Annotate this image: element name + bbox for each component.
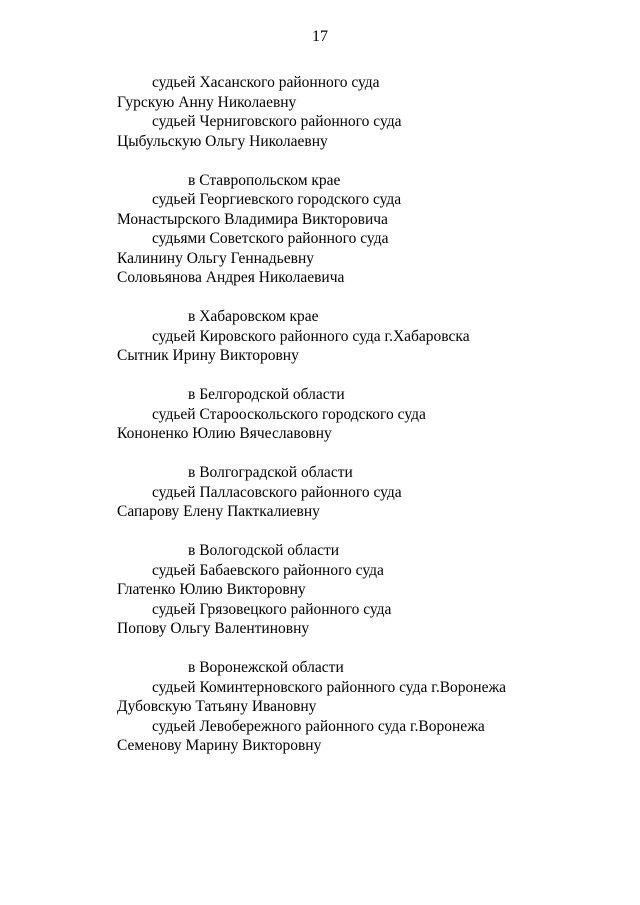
person-name-line: Глатенко Юлию Викторовну — [117, 581, 306, 598]
region-heading: в Волгоградской области — [188, 464, 353, 481]
section-spacer — [0, 288, 640, 308]
court-line: судьей Палласовского районного суда — [152, 483, 402, 501]
court-line: судьей Левобережного районного суда г.Воронежа — [152, 717, 485, 735]
court-line: судьей Хасанского районного суда — [152, 74, 380, 91]
region-heading: в Ставропольском крае — [188, 171, 341, 189]
court-line: судьей Старооскольского городского суда — [152, 405, 426, 423]
person-name-line: Попову Ольгу Валентиновну — [117, 620, 310, 637]
person-name-line: Сытник Ирину Викторовну — [117, 347, 299, 364]
person-name-line: Дубовскую Татьяну Ивановну — [117, 698, 317, 715]
court-line: судьей Георгиевского городского суда — [152, 191, 402, 208]
section-spacer — [0, 151, 640, 171]
section-spacer — [0, 639, 640, 659]
section-spacer — [0, 444, 640, 464]
court-line: судьей Черниговского районного суда — [152, 113, 402, 130]
person-name-line: Гурскую Анну Николаевну — [117, 93, 297, 111]
person-name-line: Калинину Ольгу Геннадьевну — [117, 249, 314, 267]
region-heading: в Белгородской области — [188, 386, 345, 403]
person-name-line: Цыбульскую Ольгу Николаевну — [117, 132, 328, 150]
person-name-line: Сапарову Елену Пакткалиевну — [117, 503, 320, 520]
document-body — [0, 73, 640, 756]
person-name-line: Соловьянова Андрея Николаевича — [117, 269, 345, 286]
court-line: судьей Бабаевского районного суда — [152, 561, 384, 579]
section-spacer — [0, 366, 640, 386]
region-heading: в Вологодской области — [188, 542, 340, 559]
person-name-line: Монастырского Владимира Викторовича — [117, 210, 388, 228]
page-number: 17 — [312, 28, 328, 45]
region-heading: в Хабаровском крае — [188, 308, 319, 325]
court-line: судьями Советского районного суда — [152, 230, 389, 247]
court-line: судьей Коминтерновского районного суда г.Воронежа — [152, 678, 507, 696]
section-spacer — [0, 522, 640, 542]
region-heading: в Воронежской области — [188, 659, 344, 676]
court-line: судьей Грязовецкого районного суда — [152, 600, 392, 618]
court-line: судьей Кировского районного суда г.Хабаровска — [152, 327, 470, 345]
person-name-line: Семенову Марину Викторовну — [117, 737, 322, 754]
person-name-line: Кононенко Юлию Вячеславовну — [117, 425, 332, 442]
